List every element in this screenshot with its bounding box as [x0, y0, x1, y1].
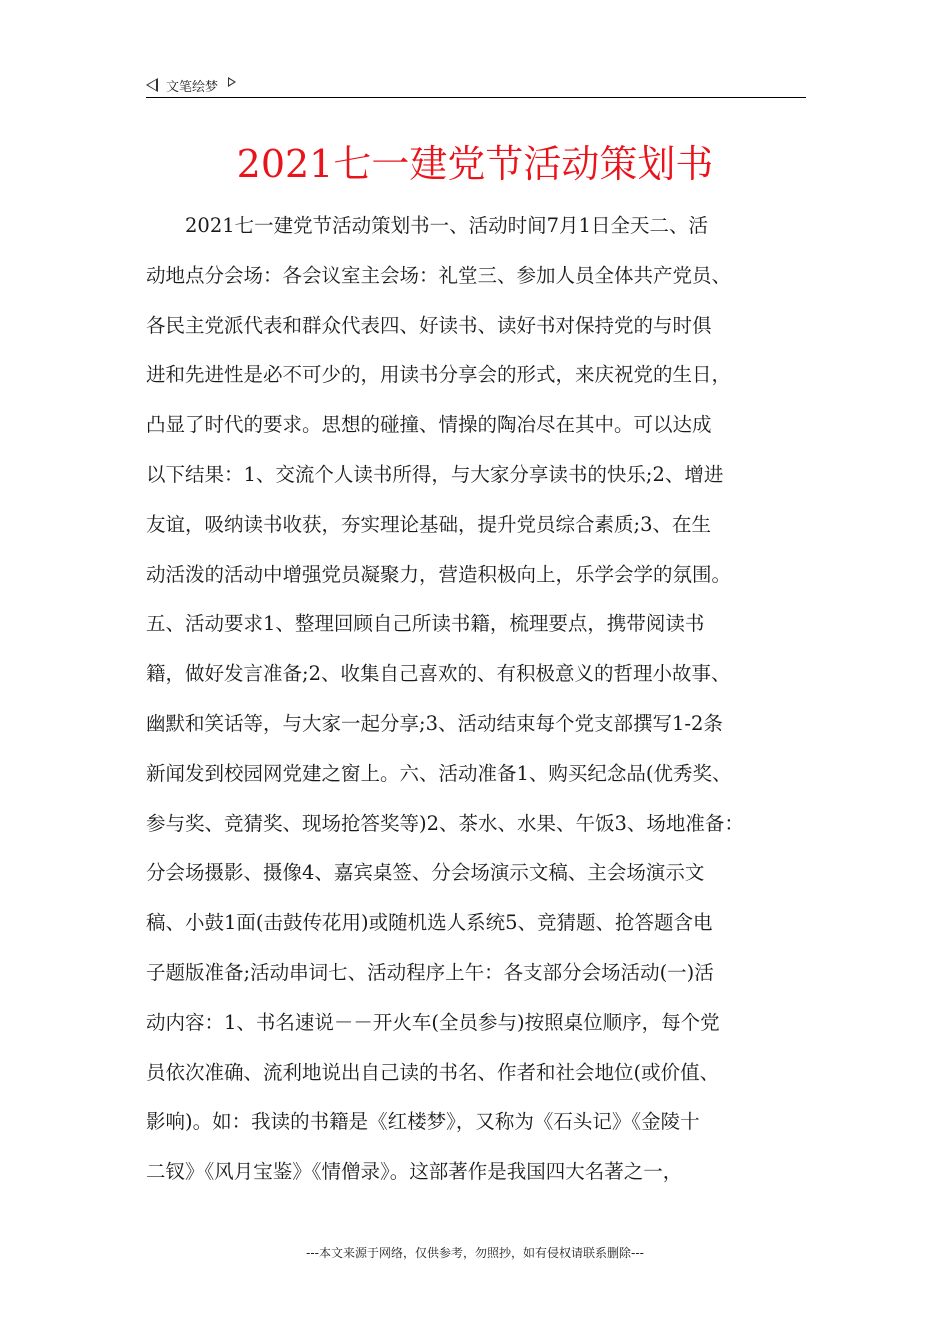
body-line: 籍，做好发言准备;2、收集自己喜欢的、有积极意义的哲理小故事、: [146, 662, 731, 686]
header-divider: [146, 97, 806, 98]
body-line: 幽默和笑话等，与大家一起分享;3、活动结束每个党支部撰写1-2条: [146, 711, 723, 735]
header-label: 文笔绘梦: [166, 79, 219, 95]
body-line: 友谊，吸纳读书收获，夯实理论基础，提升党员综合素质;3、在生: [146, 512, 711, 536]
body-line: 进和先进性是必不可少的，用读书分享会的形式，来庆祝党的生日，: [146, 363, 732, 387]
body-line: 影响)。如：我读的书籍是《红楼梦》，又称为《石头记》《金陵十: [146, 1110, 700, 1134]
document-body: [146, 201, 826, 1197]
body-line: 2021七一建党节活动策划书一、活动时间7月1日全天二、活: [146, 214, 708, 237]
body-line: 各民主党派代表和群众代表四、好读书、读好书对保持党的与时俱: [146, 313, 712, 337]
body-line: 稿、小鼓1面(击鼓传花用)或随机选人系统5、竞猜题、抢答题含电: [146, 911, 713, 935]
right-triangle-icon: [228, 77, 236, 87]
left-triangle-icon: [146, 78, 158, 92]
page-header: [146, 74, 806, 96]
body-line: 新闻发到校园网党建之窗上。六、活动准备1、购买纪念品(优秀奖、: [146, 761, 732, 785]
body-line: 二钗》《风月宝鉴》《情僧录》。这部著作是我国四大名著之一，: [146, 1160, 683, 1184]
body-line: 分会场摄影、摄像4、嘉宾桌签、分会场演示文稿、主会场演示文: [146, 861, 705, 885]
body-line: 参与奖、竞猜奖、现场抢答奖等)2、茶水、水果、午饭3、场地准备：: [146, 811, 744, 835]
body-line: 子题版准备;活动串词七、活动程序上午：各支部分会场活动(一)活: [146, 960, 714, 984]
body-line: 以下结果：1、交流个人读书所得，与大家分享读书的快乐;2、增进: [146, 462, 724, 486]
body-line: 动活泼的活动中增强党员凝聚力，营造积极向上，乐学会学的氛围。: [146, 562, 732, 586]
body-line: 员依次准确、流利地说出自己读的书名、作者和社会地位(或价值、: [146, 1060, 720, 1084]
body-line: 凸显了时代的要求。思想的碰撞、情操的陶冶尽在其中。可以达成: [146, 413, 712, 437]
body-line: 动地点分会场：各会议室主会场：礼堂三、参加人员全体共产党员、: [146, 263, 732, 287]
body-line: 动内容：1、书名速说－－开火车(全员参与)按照桌位顺序，每个党: [146, 1010, 720, 1034]
page-footer: ---本文来源于网络，仅供参考，勿照抄，如有侵权请联系删除---: [306, 1246, 644, 1260]
body-line: 五、活动要求1、整理回顾自己所读书籍，梳理要点，携带阅读书: [146, 612, 705, 636]
document-title: 2021七一建党节活动策划书: [236, 142, 714, 186]
